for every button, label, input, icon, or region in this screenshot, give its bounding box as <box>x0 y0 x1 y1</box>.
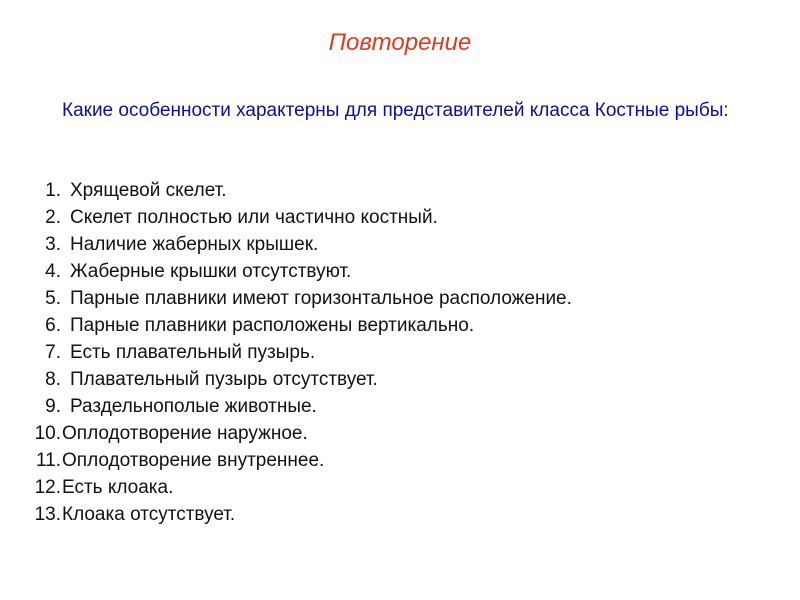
list-item-number: 8. <box>45 369 61 390</box>
list-item-text: Парные плавники имеют горизонтальное расположение. <box>70 288 572 309</box>
list-item-number: 12. <box>34 477 61 498</box>
list-item-text: Оплодотворение внутреннее. <box>62 450 325 471</box>
list-item-number: 6. <box>45 315 61 336</box>
list-item-number: 11. <box>35 450 61 471</box>
list-item-number: 13. <box>34 504 61 525</box>
question-colon: : <box>723 100 729 121</box>
list-item-text: Наличие жаберных крышек. <box>70 234 319 255</box>
list-item-number: 3. <box>45 234 61 255</box>
list-item-number: 10. <box>34 423 61 444</box>
list-item-text: Оплодотворение наружное. <box>62 423 308 444</box>
list-item-number: 4. <box>45 261 61 282</box>
list-item-number: 5. <box>45 288 61 309</box>
list-item <box>18 420 778 447</box>
list-item-number: 2. <box>45 207 61 228</box>
question-body: Какие особенности характерны для представителей класса Костные рыбы <box>62 100 724 121</box>
list-item-text: Парные плавники расположены вертикально. <box>70 315 475 336</box>
list-item <box>18 474 778 501</box>
list-item <box>18 285 778 312</box>
list-item <box>18 501 778 528</box>
list-item-text: Есть клоака. <box>62 477 174 498</box>
list-item <box>18 339 778 366</box>
list-item <box>18 393 778 420</box>
list-item-text: Хрящевой скелет. <box>70 180 227 201</box>
list-item-text: Скелет полностью или частично костный. <box>70 207 438 228</box>
list-item <box>18 177 778 204</box>
list-item <box>18 312 778 339</box>
list-item-number: 1. <box>45 180 61 201</box>
list-item <box>18 204 778 231</box>
list-item <box>18 447 778 474</box>
list-item <box>18 366 778 393</box>
question-text <box>62 98 742 124</box>
list-item-number: 7. <box>45 342 61 363</box>
list-item-number: 9. <box>45 396 61 417</box>
list-item-text: Раздельнополые животные. <box>70 396 317 417</box>
answer-list <box>18 177 778 528</box>
slide-title: Повторение <box>328 29 472 56</box>
list-item-text: Клоака отсутствует. <box>62 504 236 525</box>
list-item-text: Плавательный пузырь отсутствует. <box>70 369 378 390</box>
list-item <box>18 231 778 258</box>
list-item-text: Есть плавательный пузырь. <box>70 342 316 363</box>
list-item <box>18 258 778 285</box>
list-item-text: Жаберные крышки отсутствуют. <box>70 261 352 282</box>
